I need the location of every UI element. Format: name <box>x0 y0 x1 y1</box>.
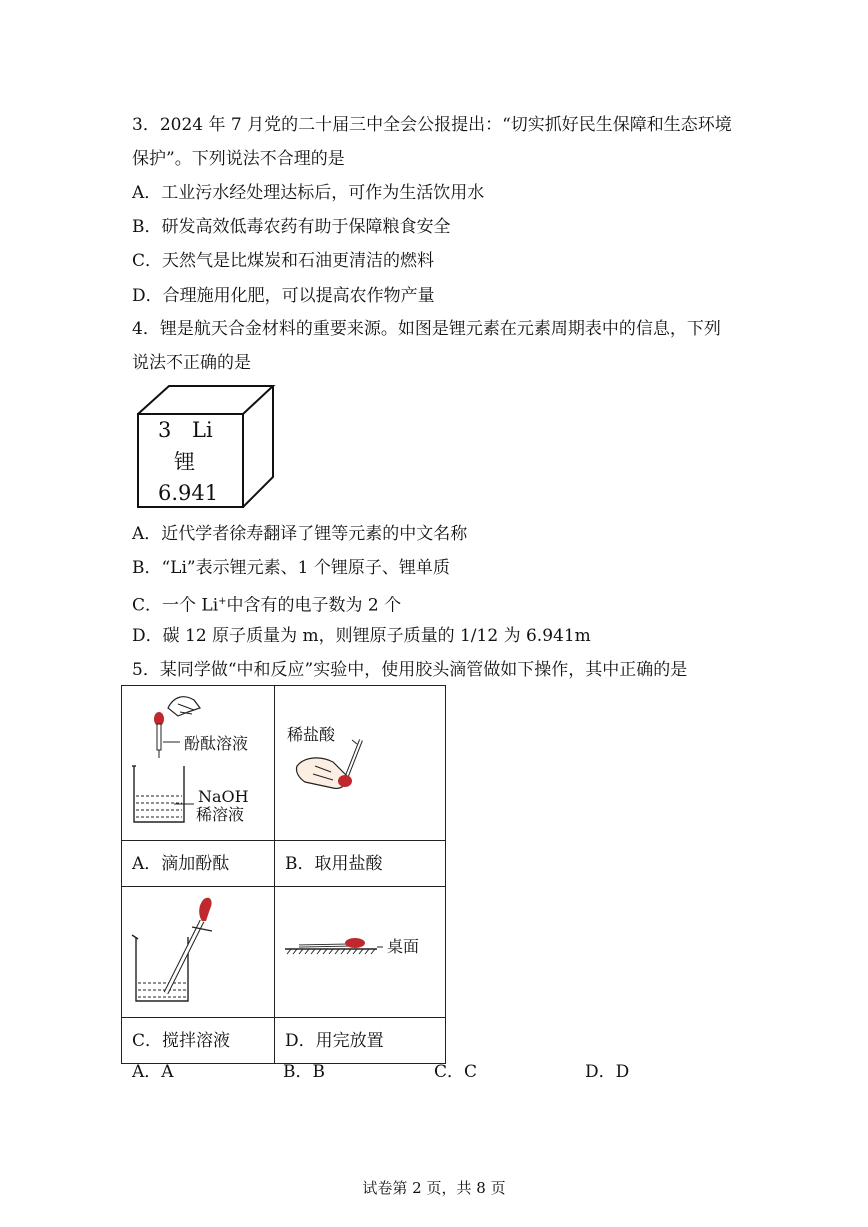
element-name: 锂 <box>174 450 195 474</box>
q5-choice-a: A．A <box>132 1062 174 1082</box>
q4-option-c: C．一个 Li+中含有的电子数为 2 个 <box>132 595 402 616</box>
q3-stem-line1: 3．2024 年 7 月党的二十届三中全会公报提出：“切实抓好民生保障和生态环境 <box>132 115 732 135</box>
dropper-laid-on-desk-figure <box>275 887 445 1012</box>
cell-b-label: B．取用盐酸 <box>275 841 446 887</box>
q4-stem-line1: 4．锂是航天合金材料的重要来源。如图是锂元素在元素周期表中的信息，下列 <box>132 319 721 339</box>
phenolphthalein-label: 酚酞溶液 <box>184 734 249 753</box>
q3-option-c: C．天然气是比煤炭和石油更清洁的燃料 <box>132 251 435 271</box>
figure-a-cell <box>122 686 275 841</box>
figure-c-cell <box>122 887 275 1018</box>
cell-a-label: A．滴加酚酞 <box>122 841 275 887</box>
operations-table <box>121 685 446 1064</box>
naoh-label: NaOH <box>198 787 249 806</box>
q3-stem-line2: 保护”。下列说法不合理的是 <box>132 149 345 169</box>
q4-option-a: A．近代学者徐寿翻译了锂等元素的中文名称 <box>132 524 468 544</box>
dropper-taking-hcl-figure <box>275 686 445 835</box>
q3-option-d: D．合理施用化肥，可以提高农作物产量 <box>132 286 435 306</box>
q4-option-d: D．碳 12 原子质量为 m，则锂原子质量的 1/12 为 6.941m <box>132 626 591 646</box>
q5-choice-c: C．C <box>434 1062 478 1082</box>
dilute-hcl-label: 稀盐酸 <box>287 725 336 744</box>
element-atomic-mass: 6.941 <box>158 481 219 505</box>
q5-choice-b: B．B <box>283 1062 325 1082</box>
q4-option-b: B．“Li”表示锂元素、1 个锂原子、锂单质 <box>132 558 450 578</box>
q5-stem: 5．某同学做“中和反应”实验中，使用胶头滴管做如下操作，其中正确的是 <box>132 660 688 680</box>
element-symbol: Li <box>192 418 213 442</box>
cell-c-label: C．搅拌溶液 <box>122 1018 275 1064</box>
q3-option-b: B．研发高效低毒农药有助于保障粮食安全 <box>132 217 451 237</box>
q4-stem-line2: 说法不正确的是 <box>132 353 251 373</box>
page-footer: 试卷第 2 页，共 8 页 <box>362 1179 506 1197</box>
desk-label: 桌面 <box>387 937 420 956</box>
element-atomic-number: 3 <box>158 418 172 442</box>
q3-option-a: A．工业污水经处理达标后，可作为生活饮用水 <box>132 183 485 203</box>
cell-d-label: D．用完放置 <box>275 1018 446 1064</box>
dropper-stirring-figure <box>122 887 274 1012</box>
q5-choice-d: D．D <box>585 1062 630 1082</box>
figure-d-cell <box>275 887 446 1018</box>
figure-b-cell <box>275 686 446 841</box>
dilute-solution-label: 稀溶液 <box>196 805 245 824</box>
